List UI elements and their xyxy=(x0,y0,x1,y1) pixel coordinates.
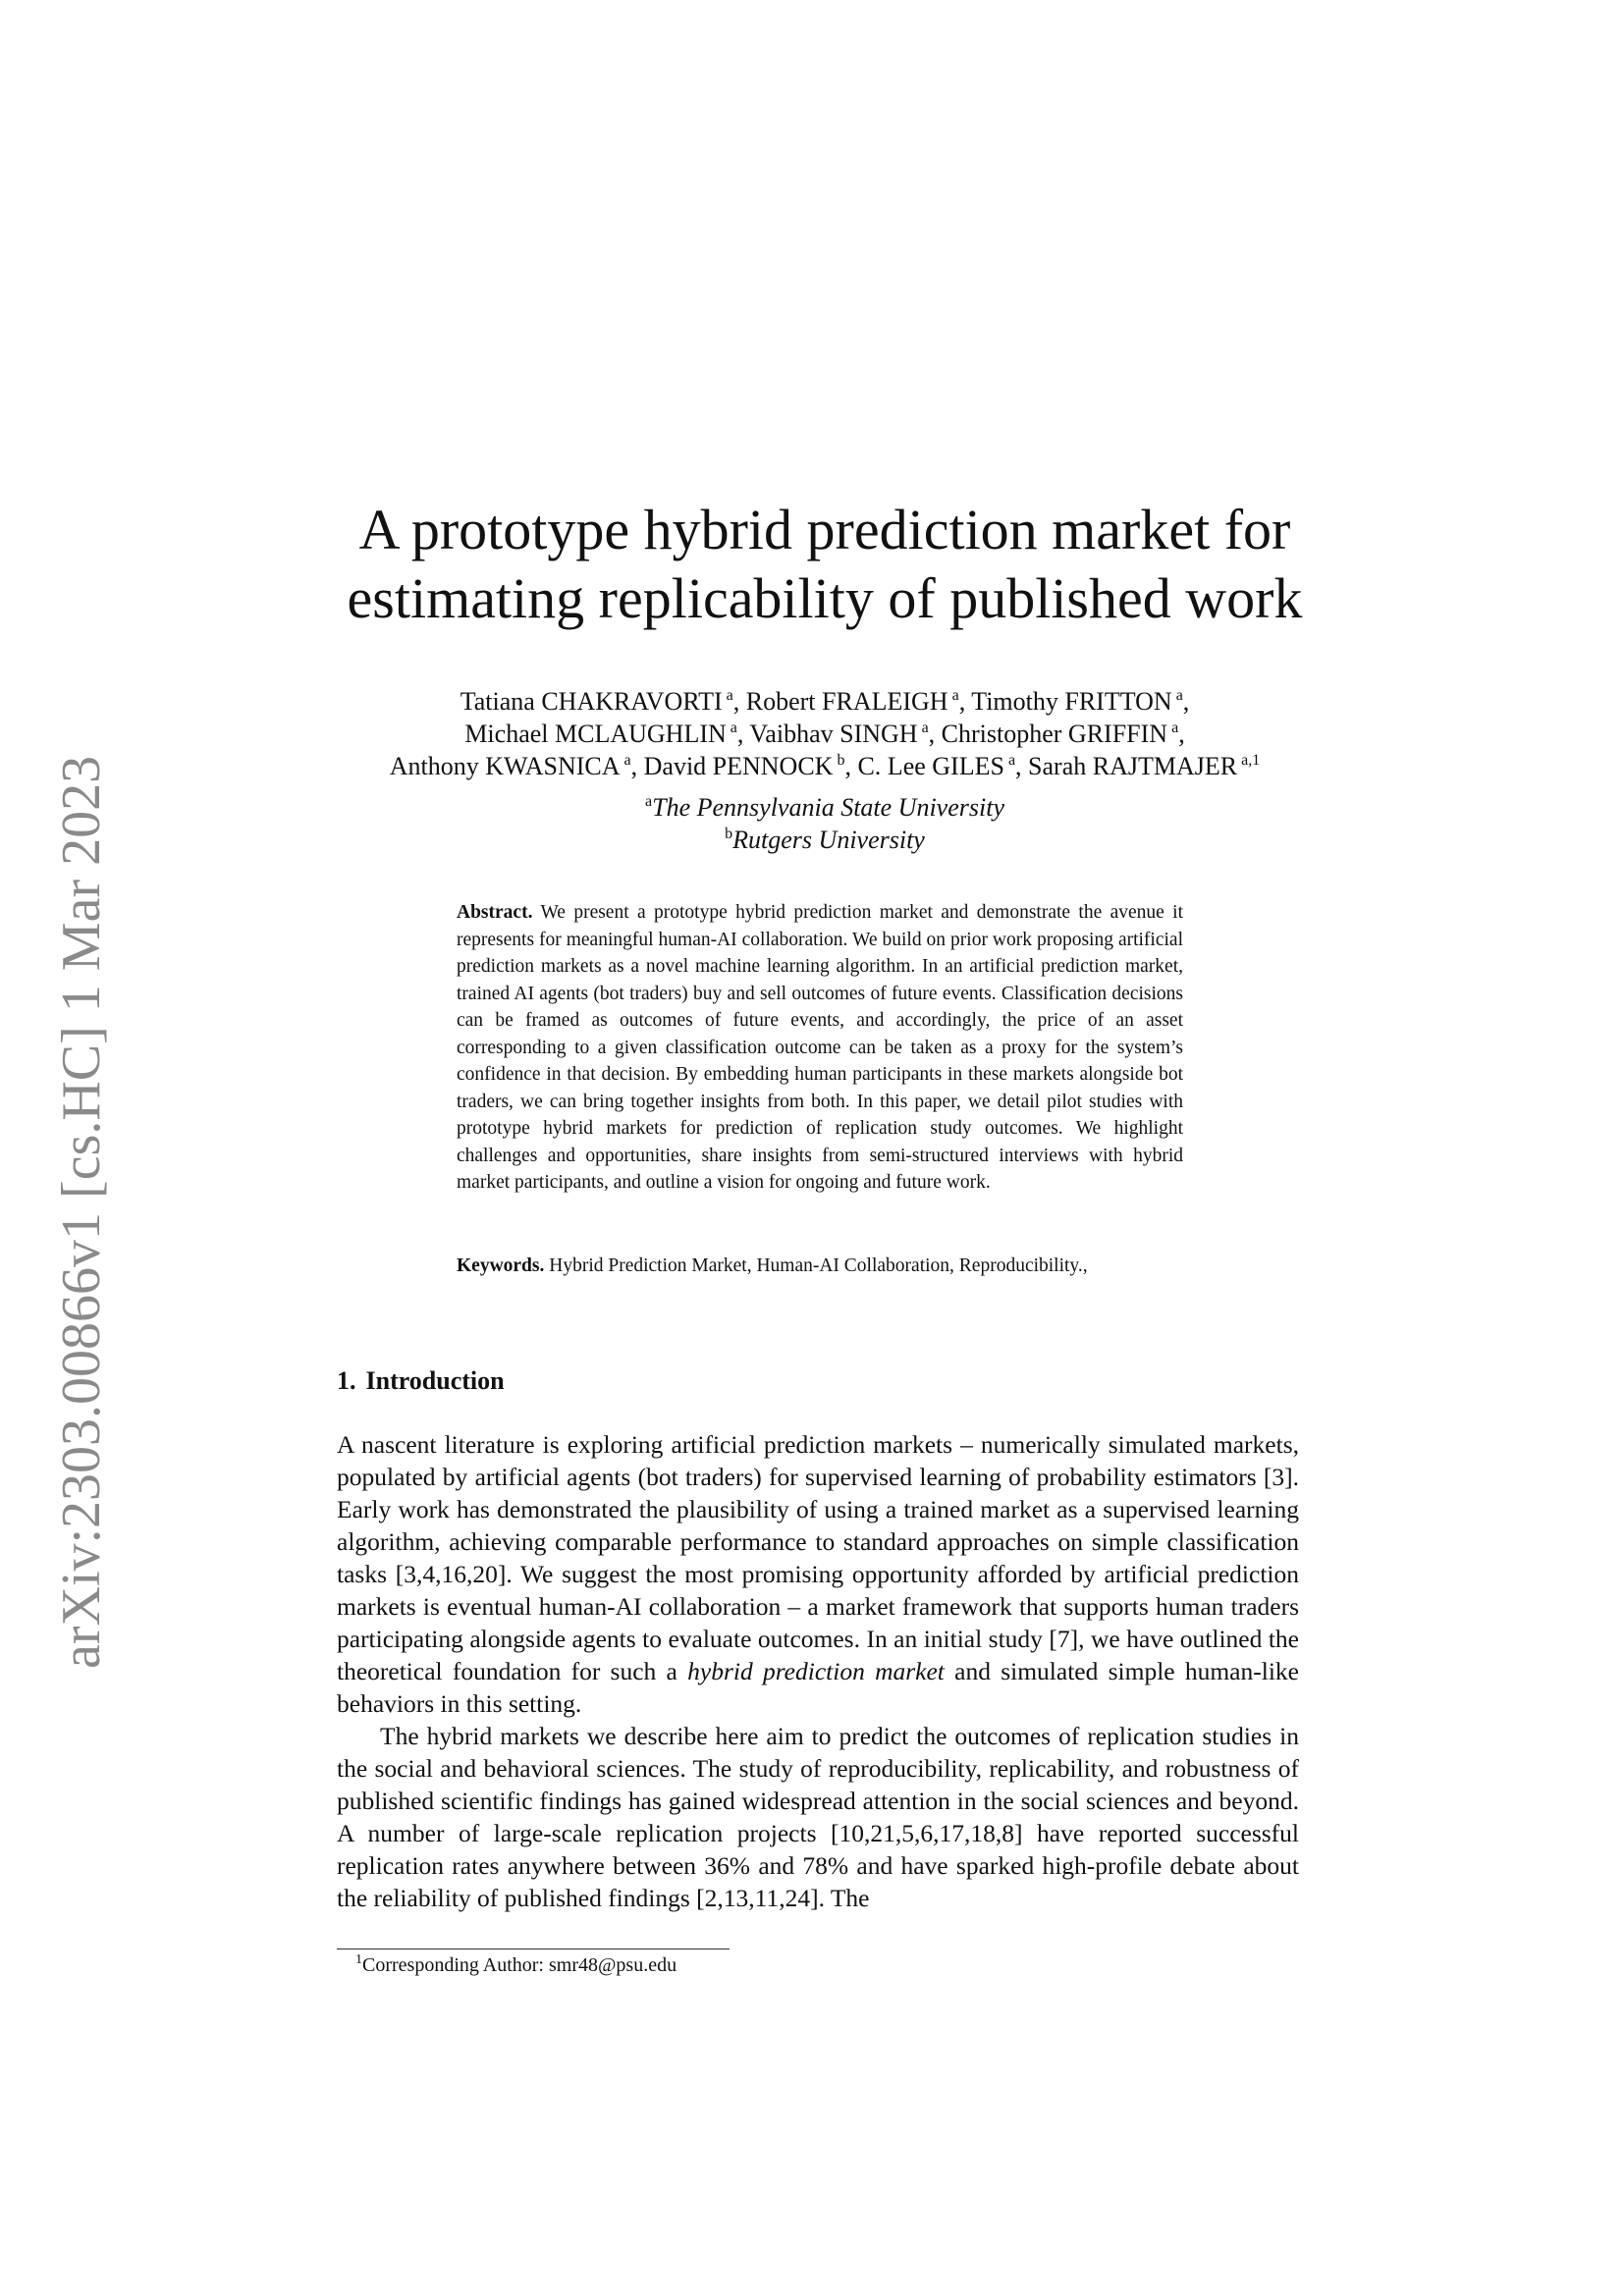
author-list xyxy=(295,685,1355,782)
author-name: Robert FRALEIGH xyxy=(745,687,948,716)
author-name: Michael MCLAUGHLIN xyxy=(464,720,727,748)
keywords-label: Keywords. xyxy=(457,1255,545,1276)
paper-title xyxy=(295,496,1355,633)
author-name: Sarah RAJTMAJER xyxy=(1028,752,1238,780)
author-separator: , xyxy=(958,687,972,716)
abstract-label: Abstract. xyxy=(457,902,533,923)
affiliation-mark: a xyxy=(645,793,653,810)
author-affiliation-mark: a xyxy=(1171,720,1179,736)
abstract xyxy=(457,899,1183,1197)
author-separator: , xyxy=(844,752,858,780)
author-separator: , xyxy=(928,720,942,748)
affiliation-name: The Pennsylvania State University xyxy=(652,793,1004,822)
author-affiliation-mark: a xyxy=(1007,752,1016,769)
section-number: 1. xyxy=(337,1366,356,1395)
keywords-text: Hybrid Prediction Market, Human-AI Collaboration, Reproducibility., xyxy=(549,1255,1088,1276)
author-name: Anthony KWASNICA xyxy=(389,752,621,780)
author-affiliation-mark: a xyxy=(1175,687,1183,704)
author-name: David PENNOCK xyxy=(643,752,834,780)
affiliation-list xyxy=(295,791,1355,856)
body-paragraph-2: The hybrid markets we describe here aim to predict the outcomes of replication studies in the social and behavioral sciences. The study of reproducibility, replicability, and robustness of published scientific findings has gained widespread attention in the social sciences and beyond. A number of large-scale replication projects [10,21,5,6,17,18,8] have reported successful replication rates anywhere between 36% and 78% and have sparked high-profile debate about the reliability of published findings [2,13,11,24]. The xyxy=(337,1722,1299,1912)
author-line-2 xyxy=(295,718,1355,750)
arxiv-identifier-stamp: arXiv:2303.00866v1 [cs.HC] 1 Mar 2023 xyxy=(51,755,112,1669)
paper-title-line-2: estimating replicability of published work xyxy=(347,566,1303,630)
author-name: C. Lee GILES xyxy=(857,752,1004,780)
author-separator: , xyxy=(732,687,746,716)
author-affiliation-mark: a,1 xyxy=(1241,752,1261,769)
author-affiliation-mark: a xyxy=(921,720,929,736)
author-separator: , xyxy=(630,752,644,780)
footnote-text: Corresponding Author: smr48@psu.edu xyxy=(362,1954,677,1976)
author-name: Tatiana CHAKRAVORTI xyxy=(460,687,723,716)
author-name: Christopher GRIFFIN xyxy=(941,720,1168,748)
body-paragraph-1 xyxy=(337,1428,1299,1720)
author-line-3 xyxy=(295,750,1355,782)
affiliation-name: Rutgers University xyxy=(732,826,925,854)
section-title: Introduction xyxy=(365,1366,505,1395)
paper-title-line-1: A prototype hybrid prediction market for xyxy=(358,498,1291,561)
author-affiliation-mark: a xyxy=(951,687,959,704)
affiliation-item xyxy=(295,824,1355,856)
author-affiliation-mark: a xyxy=(623,752,631,769)
author-affiliation-mark: b xyxy=(837,752,845,769)
author-separator: , xyxy=(1182,687,1190,716)
abstract-text: We present a prototype hybrid prediction market and demonstrate the avenue it represents for meaningful human-AI collaboration. We build on prior work proposing artificial prediction markets as a novel machine learning algorithm. In an artificial prediction market, trained AI agents (bot traders) buy and sell outcomes of future events. Classification decisions can be framed as outcomes of future events, and accordingly, the price of an asset corresponding to a given classification outcome can be taken as a proxy for the system’s confidence in that decision. By embedding human participants in these markets alongside bot traders, we can bring together insights from both. In this paper, we detail pilot studies with prototype hybrid markets for prediction of replication study outcomes. We highlight challenges and opportunities, share insights from semi-structured interviews with hybrid market participants, and outline a vision for ongoing and future work. xyxy=(457,902,1183,1193)
author-separator: , xyxy=(1178,720,1185,748)
footnote xyxy=(355,1952,677,1978)
author-separator: , xyxy=(1015,752,1029,780)
author-name: Timothy FRITTON xyxy=(971,687,1172,716)
body-text-run: and simulated simple human-like behaviors in this setting. xyxy=(337,1657,1299,1718)
author-line-1 xyxy=(295,685,1355,718)
body-text-run: A nascent literature is exploring artificial prediction markets – numerically simulated markets, populated by artificial agents (bot traders) for supervised learning of probability estimators [3]. Early work has demonstrated the plausibility of using a trained market as a supervised learning algorithm, achieving comparable performance to standard approaches on simple classification tasks [3,4,16,20]. We suggest the most promising opportunity afforded by artificial prediction markets is eventual human-AI collaboration – a market framework that supports human traders participating alongside agents to evaluate outcomes. In an initial study [7], we have outlined the theoretical foundation for such a xyxy=(337,1430,1299,1685)
affiliation-mark: b xyxy=(725,826,733,842)
keywords xyxy=(457,1253,1222,1280)
footnote-mark: 1 xyxy=(355,1952,362,1967)
author-separator: , xyxy=(736,720,750,748)
section-heading-introduction xyxy=(337,1365,505,1397)
author-affiliation-mark: a xyxy=(730,720,737,736)
affiliation-item xyxy=(295,791,1355,824)
introduction-body xyxy=(337,1428,1299,1914)
author-name: Vaibhav SINGH xyxy=(749,720,918,748)
author-affiliation-mark: a xyxy=(726,687,733,704)
emphasized-term: hybrid prediction market xyxy=(687,1657,945,1685)
